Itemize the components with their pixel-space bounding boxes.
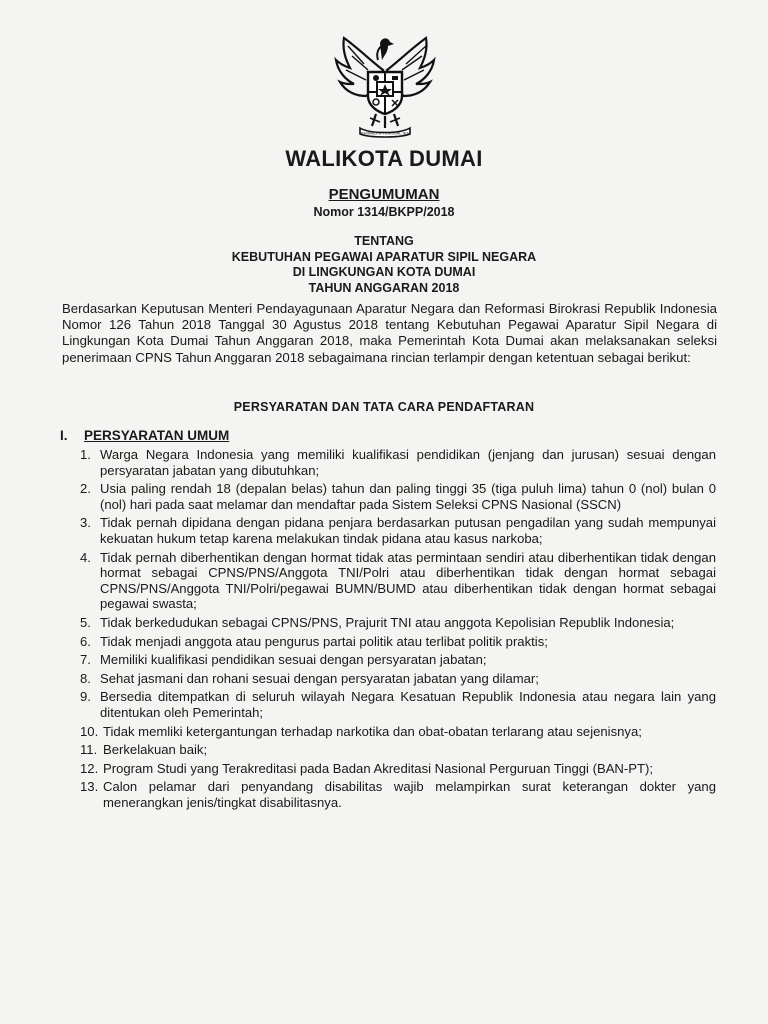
- item-text: Tidak pernah diberhentikan dengan hormat tidak atas permintaan sendiri atau diberhentikan tidak dengan hormat sebagai CPNS/PNS/Anggota TNI/Polri atau diberhentikan tidak dengan hormat sebagai CPNS/PNS/Anggota TNI/Polri/pegawai BUMN/BUMD atau diberhentikan tidak dengan hormat sebagai pegawai swasta;: [100, 549, 716, 612]
- subject-block: [0, 234, 768, 296]
- item-number: 2.: [80, 481, 91, 497]
- list-item: [80, 481, 716, 512]
- item-number: 13.: [80, 779, 99, 795]
- item-number: 8.: [80, 670, 91, 686]
- list-item: [80, 689, 716, 720]
- document-number: Nomor 1314/BKPP/2018: [313, 205, 455, 219]
- item-text: Tidak memliki ketergantungan terhadap narkotika dan obat-obatan terlarang atau sejenisnya;: [103, 723, 642, 739]
- item-number: 5.: [80, 614, 91, 630]
- item-text: Bersedia ditempatkan di seluruh wilayah Negara Kesatuan Republik Indonesia atau negara lain yang ditentukan oleh Pemerintah;: [100, 689, 716, 720]
- item-text: Tidak berkedudukan sebagai CPNS/PNS, Prajurit TNI atau anggota Kepolisian Republik Indonesia;: [100, 614, 675, 630]
- item-text: Warga Negara Indonesia yang memiliki kualifikasi pendidikan (jenjang dan jurusan) sesuai dengan persyaratan jabatan yang dibutuhkan;: [100, 447, 716, 478]
- list-item: [80, 761, 716, 777]
- subject-line: KEBUTUHAN PEGAWAI APARATUR SIPIL NEGARA: [231, 249, 537, 264]
- motto-text: BHINNEKA TUNGGAL IKA: [360, 130, 410, 136]
- list-item: [80, 447, 716, 478]
- subject-line: DI LINGKUNGAN KOTA DUMAI: [292, 265, 476, 279]
- subject-line: TENTANG: [354, 234, 414, 248]
- item-number: 7.: [80, 652, 91, 668]
- list-item: [80, 615, 716, 631]
- item-text: Memiliki kualifikasi pendidikan sesuai dengan persyaratan jabatan;: [100, 652, 487, 668]
- item-number: 4.: [80, 549, 91, 565]
- list-item: [80, 550, 716, 612]
- list-item: [80, 779, 716, 810]
- list-item: [80, 671, 716, 687]
- list-item: [80, 634, 716, 650]
- item-number: 10.: [80, 723, 99, 739]
- page-title: WALIKOTA DUMAI: [285, 146, 483, 171]
- item-text: Calon pelamar dari penyandang disabilitas wajib melampirkan surat keterangan dokter yang menerangkan jenis/tingkat disabilitasnya.: [103, 779, 716, 810]
- section-heading: PERSYARATAN DAN TATA CARA PENDAFTARAN: [233, 400, 535, 414]
- subject-line: TAHUN ANGGARAN 2018: [308, 280, 460, 295]
- item-number: 12.: [80, 760, 99, 776]
- garuda-emblem-icon: [330, 30, 440, 138]
- item-text: Program Studi yang Terakreditasi pada Badan Akreditasi Nasional Perguruan Tinggi (BAN-PT);: [103, 760, 653, 776]
- subsection-title: PERSYARATAN UMUM: [84, 428, 230, 443]
- subsection-numeral: I.: [60, 428, 68, 443]
- item-text: Berkelakuan baik;: [103, 742, 208, 758]
- item-text: Tidak menjadi anggota atau pengurus partai politik atau terlibat politik praktis;: [100, 633, 548, 649]
- item-number: 11.: [80, 742, 98, 758]
- item-text: Tidak pernah dipidana dengan pidana penjara berdasarkan putusan pengadilan yang sudah mempunyai kekuatan hukum tetap karena melakukan tindak pidana atau kasus narkoba;: [100, 515, 716, 546]
- list-item: [80, 724, 716, 740]
- item-number: 6.: [80, 633, 91, 649]
- document-type: PENGUMUMAN: [328, 186, 440, 203]
- list-item: [80, 742, 716, 758]
- item-number: 9.: [80, 689, 91, 705]
- list-item: [80, 652, 716, 668]
- item-number: 1.: [80, 447, 91, 462]
- requirements-list: [80, 447, 716, 813]
- item-text: Sehat jasmani dan rohani sesuai dengan persyaratan jabatan yang dilamar;: [100, 670, 539, 686]
- list-item: [80, 515, 716, 546]
- item-text: Usia paling rendah 18 (depalan belas) tahun dan paling tinggi 35 (tiga puluh lima) tahun 0 (nol) bulan 0 (nol) hari pada saat melamar dan mendaftar pada Sistem Seleksi CPNS Nasional (SSCN): [100, 481, 716, 512]
- item-number: 3.: [80, 515, 91, 531]
- intro-paragraph: Berdasarkan Keputusan Menteri Pendayagunaan Aparatur Negara dan Reformasi Birokrasi Republik Indonesia Nomor 126 Tahun 2018 Tanggal 30 Agustus 2018 tentang Kebutuhan Pegawai Aparatur Sipil Negara di Lingkungan Kota Dumai Tahun Anggaran 2018, maka Pemerintah Kota Dumai akan melaksanakan seleksi penerimaan CPNS Tahun Anggaran 2018 sebagaimana rincian terlampir dengan ketentuan sebagai berikut:: [62, 301, 717, 365]
